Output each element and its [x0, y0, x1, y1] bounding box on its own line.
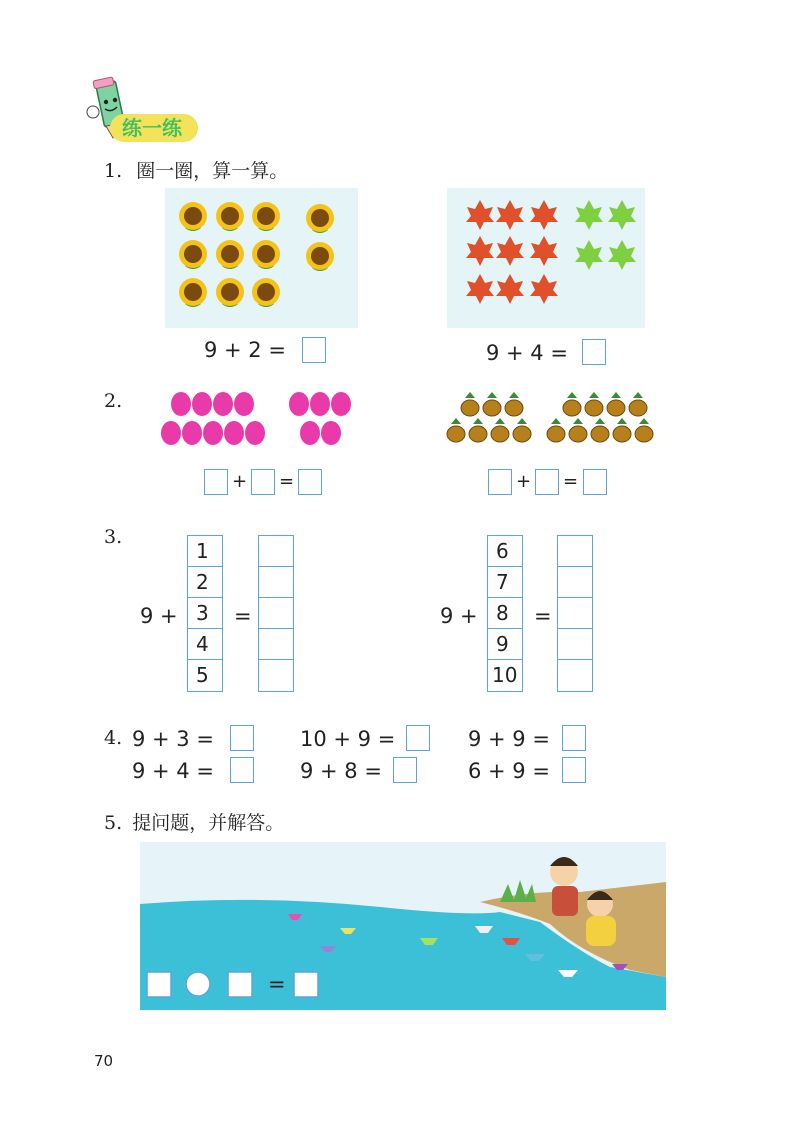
- q4-answer-box[interactable]: [562, 757, 586, 783]
- leaf-panel: [447, 188, 645, 328]
- pineapples-illustration: [444, 388, 658, 450]
- q2-right-box-2[interactable]: [535, 469, 559, 495]
- q5-title: [104, 808, 284, 835]
- q2-right-equals: =: [563, 471, 579, 492]
- q4-answer-box[interactable]: [230, 725, 254, 751]
- q4-answer-box[interactable]: [562, 725, 586, 751]
- q3-left-prefix: 9 +: [140, 604, 178, 628]
- q2-left-plus: +: [232, 471, 248, 492]
- q2-left-equals: =: [279, 471, 295, 492]
- q2-left-box-2[interactable]: [251, 469, 275, 495]
- page-number: 70: [94, 1052, 114, 1070]
- q1-answer-box-left[interactable]: [302, 337, 326, 363]
- q3-right-addend: 6: [488, 536, 522, 567]
- q1-equation-left: 9 + 2 =: [204, 338, 286, 362]
- q5-answer-box-1[interactable]: [147, 972, 171, 997]
- q4-equation: 9 + 9 =: [468, 727, 550, 751]
- q4-answer-box[interactable]: [406, 725, 430, 751]
- q3-left-answer-column: [258, 535, 294, 692]
- q1-number: 1.: [104, 160, 123, 182]
- q4-number: 4.: [104, 727, 123, 749]
- q5-operator-circle[interactable]: [186, 972, 210, 996]
- q3-left-addend-column: [187, 535, 223, 692]
- q2-number: 2.: [104, 390, 123, 412]
- q3-left-answer-cell[interactable]: [259, 629, 293, 660]
- q1-equation-right: 9 + 4 =: [486, 341, 568, 365]
- q3-right-addend-column: [487, 535, 523, 692]
- q3-right-addend: 7: [488, 567, 522, 598]
- q3-left-answer-cell[interactable]: [259, 598, 293, 629]
- sunflower-panel: [165, 188, 358, 328]
- q4-equation: 9 + 8 =: [300, 759, 382, 783]
- q5-number: 5.: [104, 812, 123, 834]
- q3-right-answer-cell[interactable]: [558, 536, 592, 567]
- q4-equation: 9 + 3 =: [132, 727, 214, 751]
- q1-title: [104, 156, 288, 183]
- q3-right-answer-cell[interactable]: [558, 629, 592, 660]
- q3-left-addend: 4: [188, 629, 222, 660]
- q3-left-addend: 3: [188, 598, 222, 629]
- river-scene: [140, 842, 666, 1010]
- q4-equation: 6 + 9 =: [468, 759, 550, 783]
- q4-equation: 9 + 4 =: [132, 759, 214, 783]
- q4-equation: 10 + 9 =: [300, 727, 396, 751]
- q3-right-addend: 8: [488, 598, 522, 629]
- q4-answer-box[interactable]: [393, 757, 417, 783]
- q3-right-answer-cell[interactable]: [558, 660, 592, 691]
- q3-left-addend: 2: [188, 567, 222, 598]
- q3-right-addend: 9: [488, 629, 522, 660]
- q3-left-addend: 5: [196, 663, 209, 687]
- q3-number: 3.: [104, 526, 123, 548]
- q2-left-answer-box[interactable]: [298, 469, 322, 495]
- section-badge: [84, 76, 204, 146]
- q3-left-answer-cell[interactable]: [259, 567, 293, 598]
- q5-equals: =: [268, 972, 286, 996]
- q3-left-answer-cell[interactable]: [259, 536, 293, 567]
- river-illustration: [140, 842, 666, 1010]
- strawberries-illustration: [160, 388, 360, 450]
- q3-left-equals: =: [234, 604, 252, 628]
- badge-label: 练一练: [122, 116, 182, 140]
- q1-answer-box-right[interactable]: [582, 339, 606, 365]
- q1-text: 圈一圈，算一算。: [136, 160, 289, 182]
- q4-answer-box[interactable]: [230, 757, 254, 783]
- q2-right-answer-box[interactable]: [583, 469, 607, 495]
- q3-right-answer-column: [557, 535, 593, 692]
- q3-left-answer-cell[interactable]: [259, 660, 293, 691]
- q3-right-answer-cell[interactable]: [558, 567, 592, 598]
- sunflowers-illustration: [165, 188, 358, 328]
- leaves-illustration: [447, 188, 645, 328]
- q3-right-prefix: 9 +: [440, 604, 478, 628]
- q5-text: 提问题，并解答。: [132, 812, 285, 834]
- q3-right-addend: 10: [492, 663, 518, 687]
- q5-result-box[interactable]: [294, 972, 318, 997]
- q2-right-plus: +: [516, 471, 532, 492]
- q3-left-addend: 1: [188, 536, 222, 567]
- q2-left-box-1[interactable]: [204, 469, 228, 495]
- q2-right-box-1[interactable]: [488, 469, 512, 495]
- q5-answer-box-2[interactable]: [228, 972, 252, 997]
- q3-right-answer-cell[interactable]: [558, 598, 592, 629]
- q3-right-equals: =: [534, 604, 552, 628]
